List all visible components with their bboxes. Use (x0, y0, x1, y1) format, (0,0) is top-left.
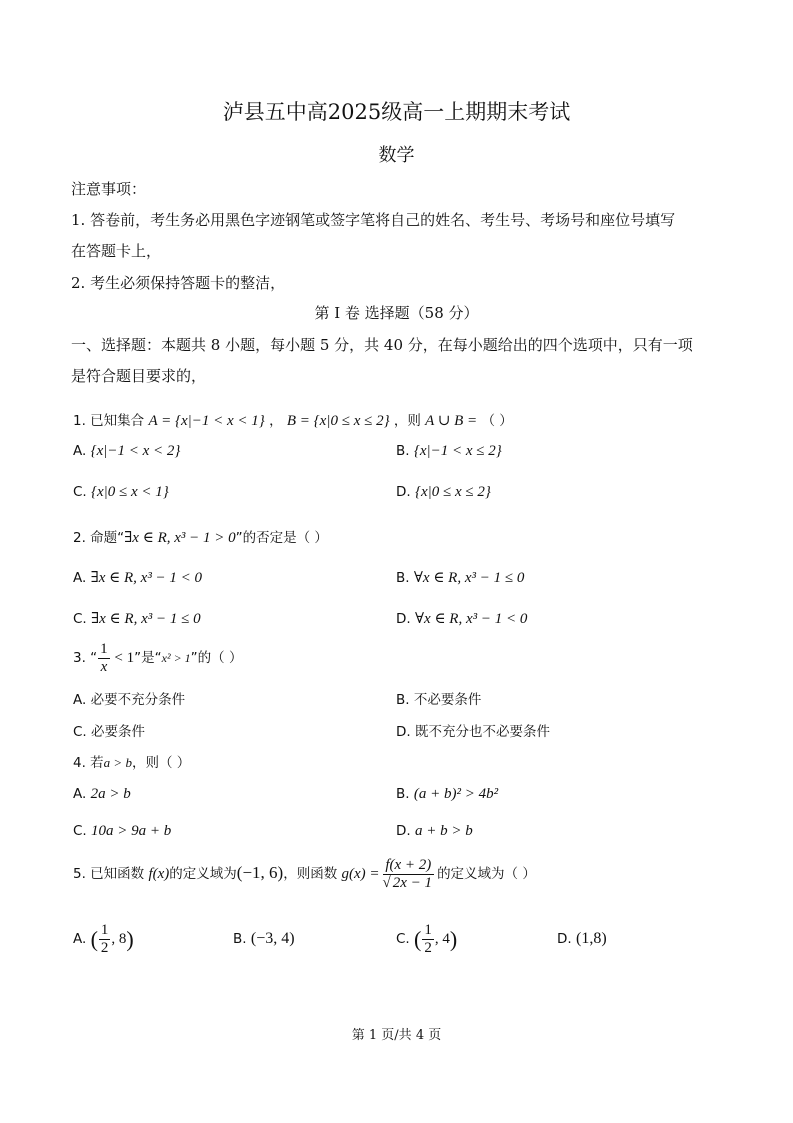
option-math: (a + b)² > 4b² (413, 786, 499, 802)
q5-mid2: ，则函数 (283, 866, 338, 882)
option-math: ( $\frac{1}{2}$ , 8) (90, 922, 134, 956)
q1-option-c[interactable] (73, 484, 169, 501)
q4-option-c[interactable] (73, 823, 171, 840)
q1-set-b: B = {x|0 ≤ x ≤ 2} (286, 413, 390, 429)
q4-suffix: ，则（ ） (131, 755, 191, 771)
option-text: 既不充分也不必要条件 (414, 724, 550, 740)
q5-option-c[interactable] (396, 923, 457, 956)
option-math: ∃x ∈ R, x³ − 1 ≤ 0 (91, 611, 201, 627)
option-math: ( $\frac{1}{2}$ , 4) (414, 922, 458, 956)
q3-fraction: $\frac{1}{x}$ (100, 641, 108, 675)
q1-mid: ，则 (393, 413, 421, 429)
option-text: 必要不充分条件 (90, 692, 186, 708)
option-label: C. (73, 823, 87, 839)
q2-math: ∃x ∈ R, x³ − 1 > 0 (124, 530, 236, 546)
notes-heading: 注意事项： (71, 180, 147, 198)
option-math: ∀x ∈ R, x³ − 1 < 0 (414, 611, 528, 627)
q1-union: A ∪ B = (425, 413, 478, 429)
option-label: A. (73, 930, 87, 947)
subject-title: 数学 (378, 145, 415, 166)
q4-option-d[interactable] (396, 823, 473, 840)
option-label: A. (73, 443, 87, 459)
option-text: 必要条件 (91, 724, 146, 740)
question-2-stem (73, 526, 328, 547)
q3-cond-tail: < 1 (110, 649, 135, 666)
option-label: D. (396, 724, 411, 740)
option-math: {x|0 ≤ x < 1} (91, 484, 169, 500)
question-5-stem (73, 858, 536, 891)
option-math: a + b > b (414, 823, 473, 839)
q2-option-c[interactable] (73, 609, 201, 628)
question-3-stem (73, 642, 242, 675)
question-1-stem: 1. 已知集合 A = {x|−1 < x < 1} ， B = {x|0 ≤ x ≤ 2} ，则 A ∪ B = （ ） (73, 413, 513, 429)
q1-option-b[interactable] (396, 443, 502, 460)
q5-prefix: 5. 已知函数 (73, 866, 145, 882)
option-label: C. (73, 724, 87, 740)
option-label: D. (396, 823, 411, 839)
q3-mid: ”是“ (134, 649, 162, 666)
q2-suffix: ”的否定是（ ） (235, 530, 328, 546)
option-label: D. (396, 484, 411, 500)
q1-option-d[interactable] (396, 484, 491, 501)
q5-suffix: 的定义域为（ ） (437, 866, 536, 882)
option-label: A. (73, 570, 87, 586)
section-instructions-cont: 是符合题目要求的， (71, 367, 207, 385)
q3-option-b[interactable] (396, 688, 481, 708)
q1-option-a[interactable] (73, 443, 180, 460)
q5-g-fraction: $\frac{f(x + 2)}{√ 2x - 1}$ (382, 857, 433, 891)
option-label: B. (396, 443, 410, 459)
q3-option-a[interactable] (73, 688, 185, 708)
q3-suffix: ”的（ ） (190, 649, 243, 666)
q5-option-b[interactable] (233, 930, 295, 948)
note-item-1-cont: 在答题卡上， (71, 242, 162, 260)
q1-set-a: A = {x|−1 < x < 1} (148, 413, 265, 429)
page-number: 第 1 页/共 4 页 (351, 1028, 442, 1043)
q4-math: a > b (103, 755, 132, 770)
option-label: A. (73, 692, 87, 708)
q5-option-a[interactable] (73, 923, 134, 956)
q5-f-of-x: f(x) (148, 866, 170, 882)
option-label: B. (396, 692, 410, 708)
q5-g-of-x: g(x) = (341, 866, 380, 882)
q4-option-b[interactable] (396, 786, 498, 803)
option-text: 不必要条件 (413, 692, 482, 708)
section-title: 第 I 卷 选择题（58 分） (314, 304, 479, 322)
option-math: {x|−1 < x ≤ 2} (413, 443, 502, 459)
exam-title: 泸县五中高2025级高一上期期末考试 (222, 100, 571, 124)
q1-prefix: 1. 已知集合 (73, 413, 145, 429)
q1-suffix: （ ） (481, 413, 513, 429)
question-4-stem (73, 751, 190, 771)
option-math: (1,8) (575, 930, 607, 947)
q5-option-d[interactable] (557, 930, 607, 948)
q2-prefix: 2. 命题“ (73, 530, 125, 546)
option-math: 2a > b (90, 786, 131, 802)
q4-prefix: 4. 若 (73, 755, 104, 771)
q3-prefix: 3. “ (73, 649, 98, 666)
q3-option-c[interactable] (73, 720, 145, 740)
section-instructions: 一、选择题：本题共 8 小题，每小题 5 分，共 40 分，在每小题给出的四个选项中，只有一项 (71, 336, 693, 354)
option-label: D. (396, 611, 411, 627)
option-math: {x|−1 < x < 2} (90, 443, 181, 459)
option-math: ∀x ∈ R, x³ − 1 ≤ 0 (413, 570, 525, 586)
q2-option-b[interactable] (396, 568, 524, 587)
option-label: D. (557, 931, 572, 947)
q2-option-d[interactable] (396, 609, 527, 628)
q3-option-d[interactable] (396, 720, 550, 740)
option-label: B. (233, 931, 247, 947)
option-math: (−3, 4) (250, 930, 295, 947)
q5-domain: (−1, 6) (236, 863, 284, 882)
option-math: ∃x ∈ R, x³ − 1 < 0 (90, 570, 203, 586)
note-item-2: 2. 考生必须保持答题卡的整洁， (71, 274, 286, 292)
option-label: A. (73, 786, 87, 802)
option-label: C. (396, 930, 410, 947)
q2-option-a[interactable] (73, 568, 202, 587)
option-label: B. (396, 786, 410, 802)
option-label: C. (73, 484, 87, 500)
q3-cond2: x² > 1 (161, 650, 191, 665)
option-label: B. (396, 570, 410, 586)
option-label: C. (73, 611, 87, 627)
q5-mid1: 的定义域为 (169, 866, 237, 882)
option-math: 10a > 9a + b (91, 823, 172, 839)
option-math: {x|0 ≤ x ≤ 2} (414, 484, 491, 500)
note-item-1: 1. 答卷前，考生务必用黑色字迹钢笔或签字笔将自己的姓名、考生号、考场号和座位号填写 (71, 211, 676, 229)
q4-option-a[interactable] (73, 786, 131, 803)
